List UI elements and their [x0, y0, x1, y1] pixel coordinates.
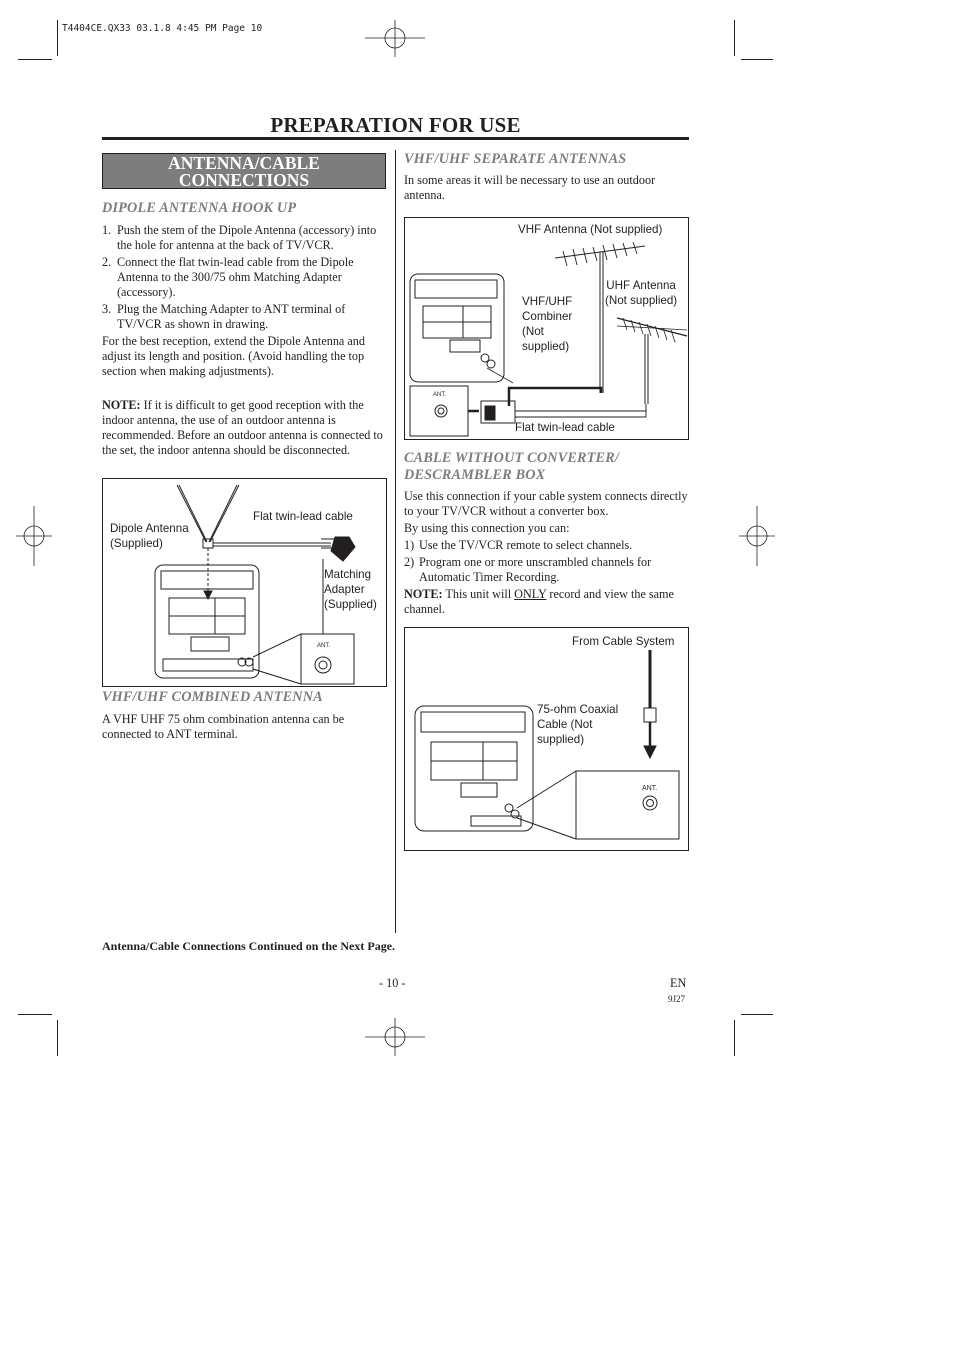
- banner-line-2: CONNECTIONS: [178, 170, 310, 190]
- dipole-figure: [102, 478, 387, 687]
- column-divider: [395, 150, 396, 933]
- dipole-step: [102, 223, 386, 253]
- cable-intro: Use this connection if your cable system connects directly to your TV/VCR without a converter box.: [404, 489, 688, 518]
- item-text: Use the TV/VCR remote to select channels.: [419, 538, 633, 552]
- cable-items: [404, 538, 689, 585]
- dipole-note: [102, 398, 386, 458]
- step-number: 2.: [102, 255, 112, 269]
- separate-antennas-figure: [404, 217, 689, 440]
- ant-label: ANT.: [433, 392, 447, 398]
- language-code: EN: [670, 976, 687, 990]
- dipole-step: [102, 302, 386, 332]
- cable-instructions: [404, 489, 689, 617]
- note-label: NOTE:: [404, 587, 443, 601]
- crop-mark: [57, 1020, 58, 1056]
- step-number: 1.: [102, 223, 112, 237]
- note-text: record and view the same channel.: [404, 587, 674, 616]
- label-line: (Not: [522, 325, 544, 338]
- step-text: Push the stem of the Dipole Antenna (accessory) into the hole for antenna at the back of TV/VCR.: [117, 223, 377, 252]
- label-line: (Supplied): [110, 537, 163, 550]
- item-number: 1): [404, 538, 415, 552]
- combined-heading: VHF/UHF COMBINED ANTENNA: [102, 689, 323, 705]
- dipole-heading: DIPOLE ANTENNA HOOK UP: [102, 200, 297, 216]
- dipole-paragraph: For the best reception, extend the Dipole Antenna and adjust its length and position. (Avoid handling the top section when making adjustments).: [102, 334, 365, 378]
- cable-item: [404, 538, 689, 553]
- crop-mark: [734, 20, 735, 56]
- heading-line: DESCRAMBLER BOX: [404, 467, 546, 483]
- flat-cable-label: Flat twin-lead cable: [253, 510, 353, 523]
- label-line: supplied): [522, 340, 570, 353]
- combined-text: A VHF UHF 75 ohm combination antenna can be connected to ANT terminal.: [102, 712, 345, 741]
- page-title: PREPARATION FOR USE: [270, 113, 521, 137]
- banner-line-1: ANTENNA/CABLE: [168, 153, 320, 173]
- dipole-step: [102, 255, 386, 300]
- label-line: Adapter: [324, 583, 365, 596]
- label-line: Matching: [324, 568, 372, 581]
- cable-item: [404, 555, 689, 585]
- separate-text: In some areas it will be necessary to use an outdoor antenna.: [404, 173, 656, 202]
- ant-label: ANT.: [317, 643, 331, 649]
- crop-mark: [18, 1014, 52, 1015]
- dipole-antenna-label: [110, 521, 189, 551]
- crop-mark: [741, 1014, 773, 1015]
- page-number: - 10 -: [379, 976, 406, 990]
- step-number: 3.: [102, 302, 112, 316]
- vhf-antenna-label: VHF Antenna (Not supplied): [518, 223, 663, 236]
- label-line: VHF/UHF: [522, 295, 573, 308]
- step-text: Plug the Matching Adapter to ANT terminal of TV/VCR as shown in drawing.: [117, 302, 346, 331]
- title-rule: [102, 137, 689, 140]
- label-line: Cable (Not: [537, 718, 593, 731]
- dipole-instructions: [102, 223, 386, 458]
- item-number: 2): [404, 555, 415, 569]
- note-emphasis: ONLY: [514, 587, 547, 601]
- step-text: Connect the flat twin-lead cable from the Dipole Antenna to the 300/75 ohm Matching Adapter (accessory).: [117, 255, 354, 299]
- label-line: supplied): [537, 733, 585, 746]
- cable-by-using: By using this connection you can:: [404, 521, 570, 535]
- cable-note: [404, 587, 689, 617]
- label-line: (Supplied): [324, 598, 377, 611]
- cable-heading: [404, 450, 619, 484]
- flat-cable-label: Flat twin-lead cable: [515, 421, 615, 434]
- crop-mark: [57, 20, 58, 56]
- separate-heading: VHF/UHF SEPARATE ANTENNAS: [404, 151, 627, 167]
- note-text: If it is difficult to get good reception with the indoor antenna, the use of an outdoor antenna is recommended. Before an outdoor antenna is connected to the set, the indoor antenna should be disconnected.: [102, 398, 383, 457]
- label-line: 75-ohm Coaxial: [537, 703, 619, 716]
- ant-label: ANT.: [642, 785, 658, 792]
- coax-cable-label: [537, 702, 618, 747]
- label-line: (Not supplied): [605, 294, 678, 307]
- item-text: Program one or more unscrambled channels for Automatic Timer Recording.: [419, 555, 652, 584]
- from-cable-label: From Cable System: [572, 635, 675, 648]
- section-banner: [102, 153, 386, 189]
- crop-mark: [741, 59, 773, 60]
- cable-figure: [404, 627, 689, 851]
- uhf-antenna-label: [605, 278, 677, 308]
- note-text: This unit will: [442, 587, 515, 601]
- crop-mark: [734, 1020, 735, 1056]
- combiner-label: [522, 294, 572, 354]
- label-line: Dipole Antenna: [110, 522, 189, 535]
- label-line: Combiner: [522, 310, 573, 323]
- dipole-steps: [102, 223, 386, 332]
- label-line: UHF Antenna: [606, 279, 676, 292]
- file-info: T4404CE.QX33 03.1.8 4:45 PM Page 10: [62, 23, 263, 34]
- crop-mark: [18, 59, 52, 60]
- heading-line: CABLE WITHOUT CONVERTER/: [404, 450, 620, 466]
- continued-note: Antenna/Cable Connections Continued on the Next Page.: [102, 939, 396, 953]
- doc-code: 9J27: [668, 994, 686, 1004]
- matching-adapter-label: [324, 567, 377, 612]
- note-label: NOTE:: [102, 398, 141, 412]
